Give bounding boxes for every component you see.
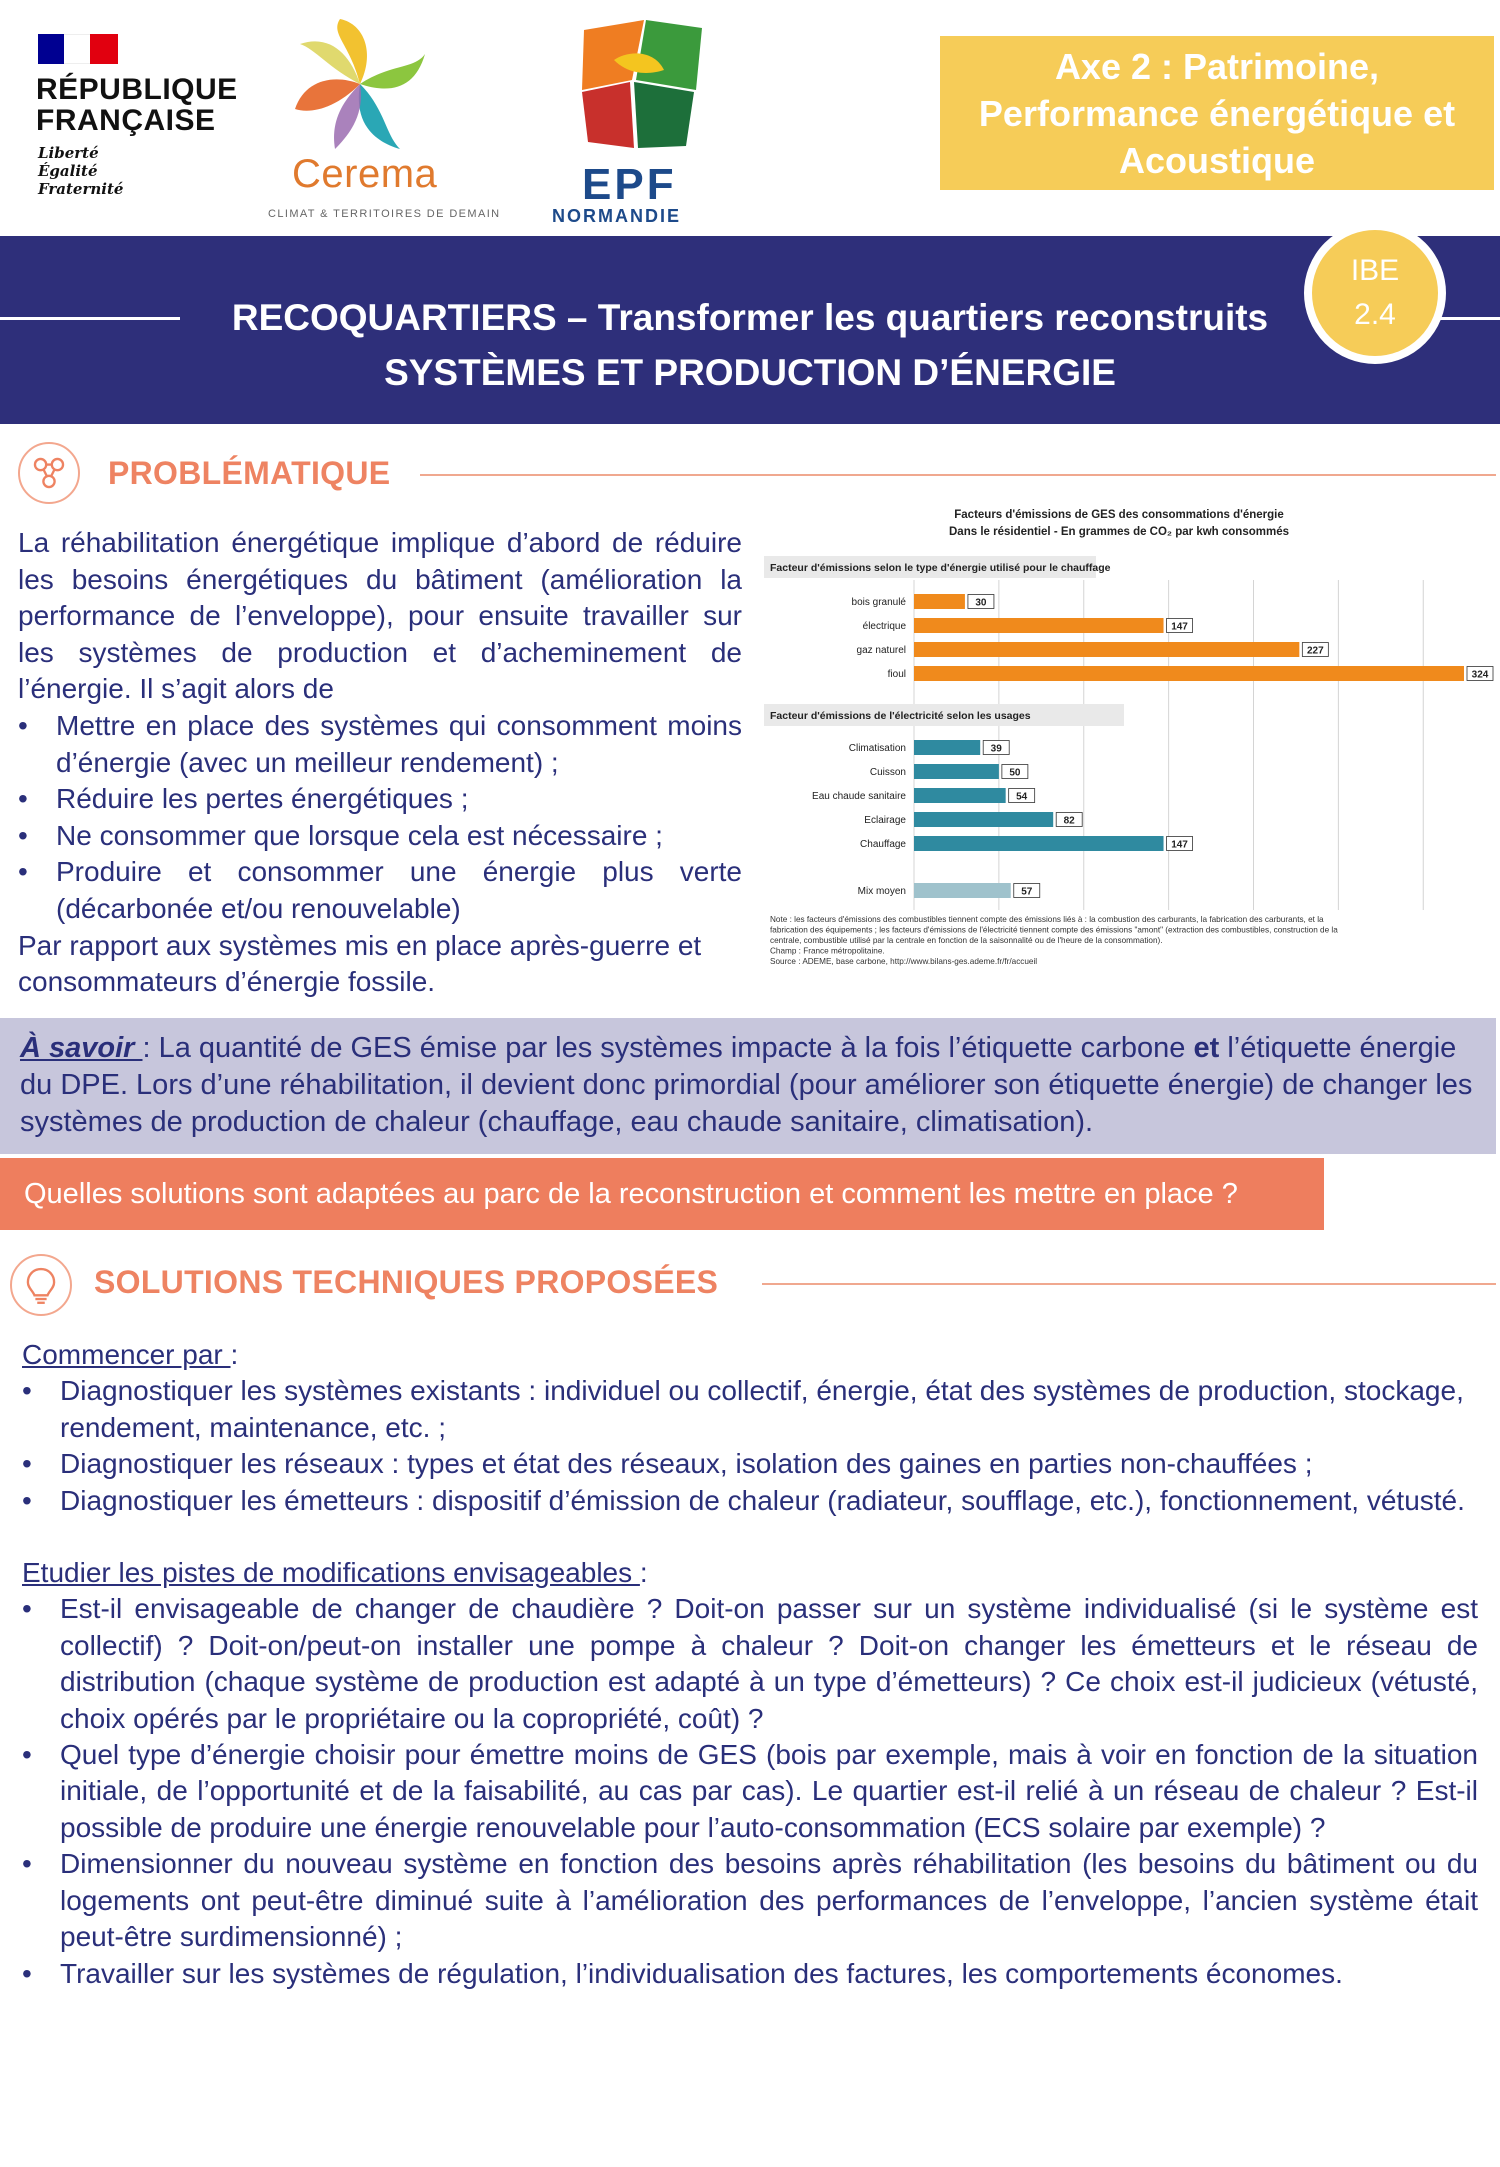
cerema-flower-icon [290,14,430,154]
section-title-problematique: PROBLÉMATIQUE [108,455,391,491]
list-item: • Produire et consommer une énergie plus verte (décarbonée et/ou renouvelable) [18,854,742,927]
chart-data-label: 30 [975,597,987,609]
list-item: • Est-il envisageable de changer de chaudière ? Doit-on passer sur un système individualisé (si le système est collectif) ? Doit-on/peut-on installer une pompe à chaleur ? Doit-on changer les émetteurs et le réseau de distribution (chaque système de production est adapté à un type d’émetteurs) ? Ce choix est-il judicieux (vétusté, choix opérés par le propriétaire ou la copropriété, coût) ? [22,1591,1478,1737]
chart-category-label: fioul [887,669,906,680]
a-savoir-label: À savoir [20,1032,143,1064]
chart-group-header: Facteur d'émissions selon le type d'énergie utilisé pour le chauffage [770,562,1111,574]
a-savoir-box [0,1018,1496,1154]
problematique-list [18,708,742,928]
list-item: • Ne consommer que lorsque cela est nécessaire ; [18,818,742,855]
a-savoir-bold: et [1193,1032,1220,1064]
axe-line-3: Acoustique [1118,139,1315,181]
chart-bar [914,642,1299,657]
rf-name: RÉPUBLIQUE FRANÇAISE [36,73,238,137]
chart-bar [914,666,1464,681]
list-item: • Travailler sur les systèmes de régulation, l’individualisation des factures, les comportements économes. [22,1956,1478,1992]
axe-line-2: Performance énergétique et [978,92,1456,134]
network-icon [18,442,80,504]
epf-subtitle: NORMANDIE [552,206,681,226]
list-item: • Quel type d’énergie choisir pour émettre moins de GES (bois par exemple, mais à voir en fonction de la situation initiale, de l’opportunité et de la faisabilité, au cas par cas). Le quartier est-il relié à un réseau de chaleur ? Est-il possible de produire une énergie renouvelable pour l’auto-consommation (ECS solaire par exemple) ? [22,1737,1478,1846]
list-item: • Mettre en place des systèmes qui consomment moins d’énergie (avec un meilleur rendement) ; [18,708,742,781]
rf-motto: Liberté Égalité Fraternité [38,144,124,198]
chart-subtitle: Dans le résidentiel - En grammes de CO₂ par kwh consommés [949,526,1289,538]
chart-data-label: 147 [1171,839,1188,851]
section-title-solutions: SOLUTIONS TECHNIQUES PROPOSÉES [94,1264,719,1300]
list-item: • Diagnostiquer les réseaux : types et état des réseaux, isolation des gaines en parties non-chauffées ; [22,1446,1478,1482]
section-rule [762,1283,1496,1285]
chart-category-label: Chauffage [860,839,906,850]
chart-bar [914,764,999,779]
list-item: • Réduire les pertes énergétiques ; [18,781,742,818]
chart-group-header: Facteur d'émissions de l'électricité selon les usages [770,710,1031,722]
axe-line-1: Axe 2 : Patrimoine, [1054,45,1380,87]
chart-note: fabrication des équipements ; les facteurs d'émissions de l'électricité tiennent compte des émissions "amont" (extraction des combustibles, construction de la [770,925,1338,935]
epf-mark-icon [574,20,704,150]
title-line-2: SYSTÈMES ET PRODUCTION D’ÉNERGIE [384,352,1116,393]
epf-name: EPF [582,160,677,209]
chart-data-label: 82 [1063,815,1075,827]
cerema-tagline: CLIMAT & TERRITOIRES DE DEMAIN [268,208,501,220]
question-banner [0,1158,1324,1230]
list-item: • Dimensionner du nouveau système en fonction des besoins après réhabilitation (les besoins du bâtiment ou du logements ont peut-être diminué suite à l’amélioration des performances de l’enveloppe, l’ancien système était peut-être surdimensionné) ; [22,1846,1478,1955]
chart-data-label: 54 [1016,791,1028,803]
cerema-name: Cerema [292,152,438,196]
chart-bar [914,740,980,755]
list-item: • Diagnostiquer les systèmes existants : individuel ou collectif, énergie, état des systèmes de production, stockage, rendement, maintenance, etc. ; [22,1373,1478,1446]
page-title [0,290,1500,400]
badge-line-1: IBE [1350,254,1400,287]
chart-category-label: bois granulé [851,597,906,608]
question-text: Quelles solutions sont adaptées au parc de la reconstruction et comment les mettre en place ? [24,1177,1238,1210]
chart-category-label: gaz naturel [856,645,906,656]
chart-data-label: 227 [1306,645,1324,657]
chart-category-label: Cuisson [869,767,906,778]
chart-category-label: électrique [862,621,906,632]
solutions-list-2 [22,1591,1478,1991]
chart-category-label: Climatisation [848,743,906,754]
chart-bar [914,594,965,609]
lightbulb-icon [10,1254,72,1316]
epf-normandie-logo [548,20,738,226]
chart-bar [914,836,1164,851]
republique-francaise-logo [36,34,236,209]
emissions-bar-chart [764,500,1489,980]
axe-label-box [940,36,1494,190]
a-savoir-text-a: : La quantité de GES émise par les systèmes impacte à la fois l’étiquette carbone [142,1032,1194,1064]
solutions-lead-1: Commencer par : [22,1339,239,1370]
title-line-1: RECOQUARTIERS – Transformer les quartiers reconstruits [231,297,1269,338]
badge-line-2: 2.4 [1354,298,1396,331]
ibe-badge [1304,222,1446,364]
chart-category-label: Eclairage [864,815,906,826]
chart-note: Source : ADEME, base carbone, http://www.bilans-ges.ademe.fr/fr/accueil [770,957,1038,966]
problematique-intro: La réhabilitation énergétique implique d’abord de réduire les besoins énergétiques du bâtiment (amélioration la performance de l’enveloppe), pour ensuite travailler sur les systèmes de production et d’acheminement de l’énergie. Il s’agit alors de [18,527,742,705]
chart-category-label: Eau chaude sanitaire [812,791,906,802]
chart-data-label: 57 [1021,886,1033,898]
chart-category-label: Mix moyen [857,886,906,897]
chart-note: Champ : France métropolitaine. [770,946,885,956]
solutions-text [22,1337,1478,1992]
chart-note: centrale, combustible utilisé par la centrale en fonction de la saisonnalité ou de l'heure de la consommation). [770,936,1163,945]
cerema-logo [262,14,501,220]
a-savoir-text-b: l’étiquette énergie du DPE. Lors d’une réhabilitation, il devient donc primordial (pour améliorer son étiquette énergie) de changer les systèmes de production de chaleur (chauffage, eau chaude sanitaire, climatisation). [20,1032,1473,1138]
list-item: • Diagnostiquer les émetteurs : dispositif d’émission de chaleur (radiateur, soufflage, etc.), fonctionnement, vétusté. [22,1483,1478,1519]
chart-note: Note : les facteurs d'émissions des combustibles tiennent compte des émissions liés à : la combustion des carburants, la fabrication des carburants, et la [770,915,1324,924]
solutions-list-1 [22,1373,1478,1519]
section-rule [420,474,1496,476]
chart-bar [914,618,1164,633]
chart-data-label: 324 [1471,669,1489,681]
solutions-lead-2: Etudier les pistes de modifications envisageables : [22,1557,648,1589]
problematique-outro: Par rapport aux systèmes mis en place après-guerre et consommateurs d’énergie fossile. [18,929,702,998]
chart-data-label: 147 [1171,621,1188,633]
chart-bar [914,883,1011,898]
chart-title: Facteurs d'émissions de GES des consommations d'énergie [954,509,1284,521]
chart-bar [914,788,1006,803]
problematique-text [18,525,742,1001]
chart-data-label: 39 [990,743,1002,755]
marianne-flag-icon [38,34,118,64]
chart-data-label: 50 [1009,767,1021,779]
chart-bar [914,812,1053,827]
